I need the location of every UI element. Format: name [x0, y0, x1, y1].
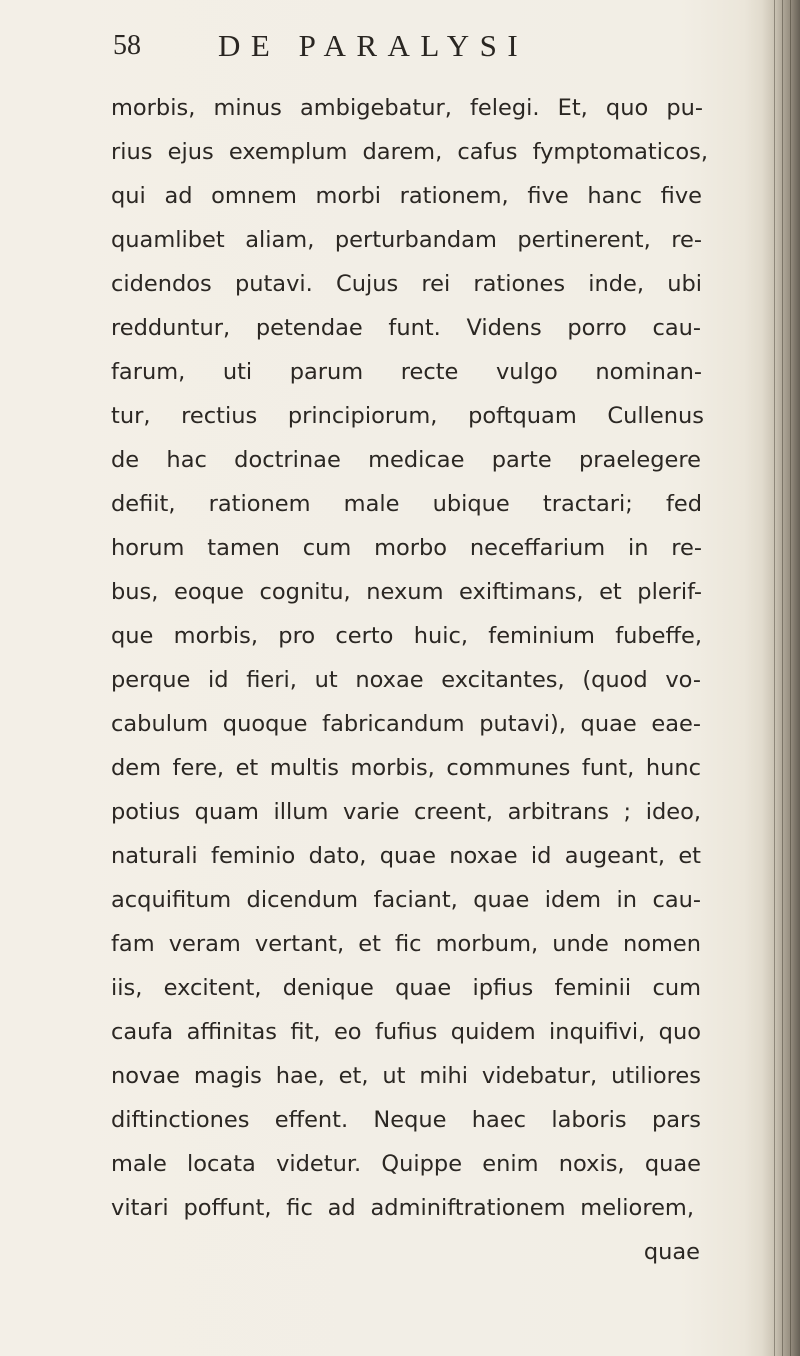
page-header	[0, 22, 760, 72]
text-line: potius quam illum varie creent, arbitrans ; ideo,	[111, 799, 701, 825]
text-line: dem fere, et multis morbis, communes funt, hunc	[111, 755, 701, 781]
text-line: caufa affinitas fit, eo fufius quidem inquifivi, quo	[111, 1019, 701, 1045]
text-line: acquifitum dicendum faciant, quae idem in cau-	[111, 887, 701, 913]
text-line: fam veram vertant, et fic morbum, unde nomen	[111, 931, 701, 957]
catchword: quae	[643, 1239, 700, 1265]
page-edge-line	[782, 0, 783, 1356]
running-head: DE PARALYSI	[218, 28, 529, 63]
text-line: defiit, rationem male ubique tractari; fed	[111, 491, 702, 517]
text-line: tur, rectius principiorum, poftquam Cullenus	[111, 403, 704, 429]
text-line: cidendos putavi. Cujus rei rationes inde, ubi	[111, 271, 702, 297]
text-line: horum tamen cum morbo neceffarium in re-	[111, 535, 702, 561]
page-edge-line	[790, 0, 791, 1356]
page-edge-line	[774, 0, 775, 1356]
text-line: redduntur, petendae funt. Videns porro cau-	[111, 315, 701, 341]
text-line: rius ejus exemplum darem, cafus fymptomaticos,	[111, 139, 708, 165]
text-line: diftinctiones effent. Neque haec laboris pars	[111, 1107, 701, 1133]
text-line: qui ad omnem morbi rationem, five hanc five	[111, 183, 702, 209]
text-line: bus, eoque cognitu, nexum exiftimans, et plerif-	[111, 579, 702, 605]
text-line: male locata videtur. Quippe enim noxis, quae	[111, 1151, 701, 1177]
page-edge-shadow	[762, 0, 800, 1356]
text-line: naturali feminio dato, quae noxae id augeant, et	[111, 843, 701, 869]
text-line: iis, excitent, denique quae ipfius feminii cum	[111, 975, 701, 1001]
text-line: vitari poffunt, fic ad adminiftrationem meliorem,	[111, 1195, 694, 1221]
text-line: cabulum quoque fabricandum putavi), quae eae-	[111, 711, 701, 737]
text-line: morbis, minus ambigebatur, felegi. Et, quo pu-	[111, 95, 703, 121]
text-line: de hac doctrinae medicae parte praelegere	[111, 447, 701, 473]
text-line: que morbis, pro certo huic, feminium fubeffe,	[111, 623, 702, 649]
text-line: farum, uti parum recte vulgo nominan-	[111, 359, 702, 385]
text-line: perque id fieri, ut noxae excitantes, (quod vo-	[111, 667, 701, 693]
text-line: quamlibet aliam, perturbandam pertinerent, re-	[111, 227, 702, 253]
text-line: novae magis hae, et, ut mihi videbatur, utiliores	[111, 1063, 701, 1089]
page-number: 58	[113, 30, 141, 61]
